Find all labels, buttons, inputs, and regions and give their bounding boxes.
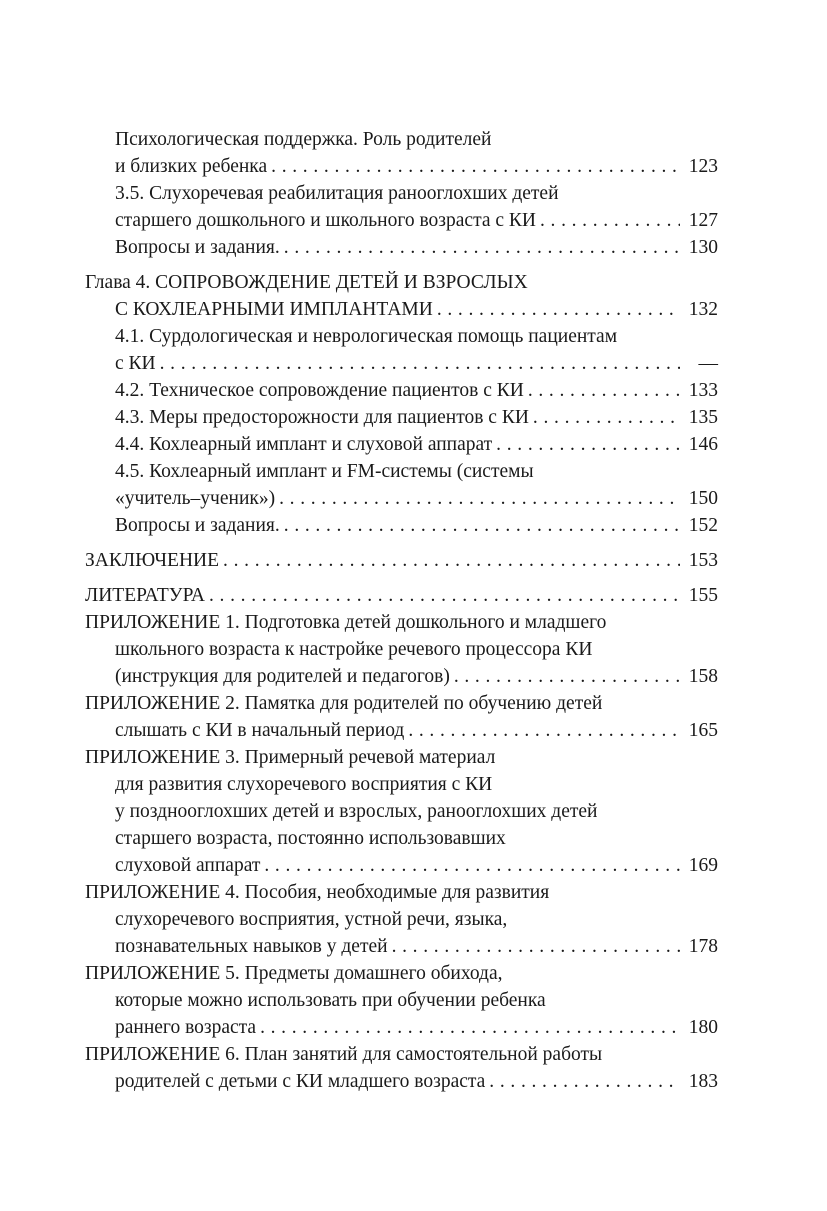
toc-entry-text: 4.5. Кохлеарный имплант и FM-системы (системы (115, 461, 534, 482)
toc-entry-text: для развития слухоречевого восприятия с КИ (115, 774, 493, 795)
toc-page-number: 180 (688, 1017, 718, 1038)
toc-entry-line (0, 933, 718, 960)
toc-entry-line (0, 512, 718, 539)
toc-entry[interactable] (0, 180, 827, 234)
toc-entry-text: ЗАКЛЮЧЕНИЕ (85, 550, 220, 571)
toc-entry-text: 4.4. Кохлеарный имплант и слуховой аппарат (115, 434, 493, 455)
dot-leader (284, 512, 680, 539)
toc-entry-text: и близких ребенка (115, 156, 268, 177)
toc-entry-text: с КИ (115, 353, 156, 374)
toc-entry-line (0, 153, 718, 180)
toc-entry[interactable] (0, 269, 827, 323)
toc-entry-text: старшего дошкольного и школьного возраста с КИ (115, 210, 536, 231)
dot-leader (279, 485, 680, 512)
toc-entry-text: слуховой аппарат (115, 855, 261, 876)
toc-entry[interactable] (0, 609, 827, 690)
toc-entry-text: которые можно использовать при обучении ребенка (115, 990, 546, 1011)
toc-page-number: 123 (688, 156, 718, 177)
toc-entry-text: познавательных навыков у детей (115, 936, 388, 957)
toc-entry[interactable] (0, 1041, 827, 1095)
dot-leader (392, 933, 680, 960)
toc-page-number: 153 (688, 550, 718, 571)
toc-entry-line (0, 234, 718, 261)
toc-entry-line (0, 350, 718, 377)
toc-entry[interactable] (0, 377, 827, 404)
toc-page-number: 127 (688, 210, 718, 231)
dot-leader (437, 296, 680, 323)
toc-entry-text: у позднооглохших детей и взрослых, ранооглохших детей (115, 801, 598, 822)
toc-entry-text: родителей с детьми с КИ младшего возраста (115, 1071, 486, 1092)
toc-entry-line (0, 126, 718, 153)
toc-entry[interactable] (0, 582, 827, 609)
dot-leader (223, 547, 680, 574)
toc-entry[interactable] (0, 234, 827, 261)
toc-entry[interactable] (0, 458, 827, 512)
section-gap (0, 574, 827, 582)
toc-page-number: 152 (688, 515, 718, 536)
toc-entry-line (0, 1041, 718, 1068)
toc-entry[interactable] (0, 960, 827, 1041)
dot-leader (489, 1068, 680, 1095)
toc-entry-line (0, 431, 718, 458)
toc-entry-text: ПРИЛОЖЕНИЕ 4. Пособия, необходимые для развития (85, 882, 550, 903)
toc-entry-text: 3.5. Слухоречевая реабилитация ранооглохших детей (115, 183, 559, 204)
toc-entry-line (0, 458, 718, 485)
toc-entry[interactable] (0, 404, 827, 431)
dot-leader (284, 234, 680, 261)
toc-page-number: 133 (688, 380, 718, 401)
toc-page-number: 130 (688, 237, 718, 258)
toc-entry[interactable] (0, 323, 827, 377)
toc-entry-line (0, 323, 718, 350)
toc-page-number: 165 (688, 720, 718, 741)
toc-page-number: 178 (688, 936, 718, 957)
toc-entry[interactable] (0, 879, 827, 960)
toc-entry-line (0, 1014, 718, 1041)
toc-entry-text: ПРИЛОЖЕНИЕ 1. Подготовка детей дошкольного и младшего (85, 612, 607, 633)
toc-entry-line (0, 744, 718, 771)
toc-entry-text: ПРИЛОЖЕНИЕ 6. План занятий для самостоятельной работы (85, 1044, 603, 1065)
toc-entry-line (0, 663, 718, 690)
toc-entry-text: Вопросы и задания. (115, 237, 280, 258)
toc-entry-text: школьного возраста к настройке речевого процессора КИ (115, 639, 593, 660)
toc-entry-text: ПРИЛОЖЕНИЕ 5. Предметы домашнего обихода, (85, 963, 503, 984)
toc-entry-text: Психологическая поддержка. Роль родителей (115, 129, 492, 150)
dot-leader (540, 207, 680, 234)
toc-entry-text: Глава 4. СОПРОВОЖДЕНИЕ ДЕТЕЙ И ВЗРОСЛЫХ (85, 272, 528, 293)
toc-entry-line (0, 547, 718, 574)
toc-page-number: 146 (688, 434, 718, 455)
toc-entry-line (0, 485, 718, 512)
toc-page-number: 135 (688, 407, 718, 428)
toc-entry-line (0, 771, 718, 798)
toc-entry-text: 4.2. Техническое сопровождение пациентов с КИ (115, 380, 524, 401)
toc-entry[interactable] (0, 126, 827, 180)
toc-entry-text: слышать с КИ в начальный период (115, 720, 405, 741)
toc-entry-line (0, 207, 718, 234)
section-gap (0, 539, 827, 547)
toc-entry-line (0, 180, 718, 207)
toc-entry[interactable] (0, 512, 827, 539)
toc-entry[interactable] (0, 690, 827, 744)
dot-leader (496, 431, 680, 458)
toc-entry-line (0, 825, 718, 852)
toc-entry-line (0, 717, 718, 744)
toc-entry-line (0, 987, 718, 1014)
toc-entry-line (0, 852, 718, 879)
toc-entry-line (0, 269, 718, 296)
dot-leader (533, 404, 680, 431)
toc-entry-line (0, 636, 718, 663)
toc-page-number: 158 (688, 666, 718, 687)
toc-entry-line (0, 798, 718, 825)
toc-entry-text: ПРИЛОЖЕНИЕ 3. Примерный речевой материал (85, 747, 496, 768)
toc-entry-line (0, 960, 718, 987)
toc-page-number: — (698, 353, 718, 374)
toc-entry-line (0, 404, 718, 431)
toc-entry-text: ПРИЛОЖЕНИЕ 2. Памятка для родителей по обучению детей (85, 693, 603, 714)
dot-leader (454, 663, 680, 690)
toc-entry-text: раннего возраста (115, 1017, 257, 1038)
toc-entry-line (0, 906, 718, 933)
toc-entry[interactable] (0, 431, 827, 458)
toc-page-number: 132 (688, 299, 718, 320)
dot-leader (160, 350, 680, 377)
toc-entry-text: 4.3. Меры предосторожности для пациентов с КИ (115, 407, 529, 428)
dot-leader (528, 377, 680, 404)
toc-entry-text: старшего возраста, постоянно использовавших (115, 828, 506, 849)
toc-entry-line (0, 377, 718, 404)
toc-entry-line (0, 296, 718, 323)
toc-entry-line (0, 1068, 718, 1095)
toc-entry[interactable] (0, 547, 827, 574)
toc-page-number: 150 (688, 488, 718, 509)
dot-leader (408, 717, 680, 744)
toc-entry[interactable] (0, 744, 827, 879)
toc-page-number: 169 (688, 855, 718, 876)
toc-page-number: 183 (688, 1071, 718, 1092)
toc-entry-text: (инструкция для родителей и педагогов) (115, 666, 450, 687)
table-of-contents (0, 126, 827, 1095)
dot-leader (209, 582, 680, 609)
toc-entry-text: слухоречевого восприятия, устной речи, языка, (115, 909, 508, 930)
section-gap (0, 261, 827, 269)
toc-entry-text: 4.1. Сурдологическая и неврологическая помощь пациентам (115, 326, 618, 347)
toc-entry-text: Вопросы и задания. (115, 515, 280, 536)
dot-leader (271, 153, 680, 180)
toc-entry-text: С КОХЛЕАРНЫМИ ИМПЛАНТАМИ (115, 299, 433, 320)
dot-leader (264, 852, 680, 879)
toc-page-number: 155 (688, 585, 718, 606)
dot-leader (260, 1014, 680, 1041)
toc-entry-line (0, 609, 718, 636)
toc-entry-line (0, 690, 718, 717)
toc-entry-line (0, 879, 718, 906)
toc-entry-text: ЛИТЕРАТУРА (85, 585, 205, 606)
toc-entry-line (0, 582, 718, 609)
toc-entry-text: «учитель–ученик») (115, 488, 276, 509)
